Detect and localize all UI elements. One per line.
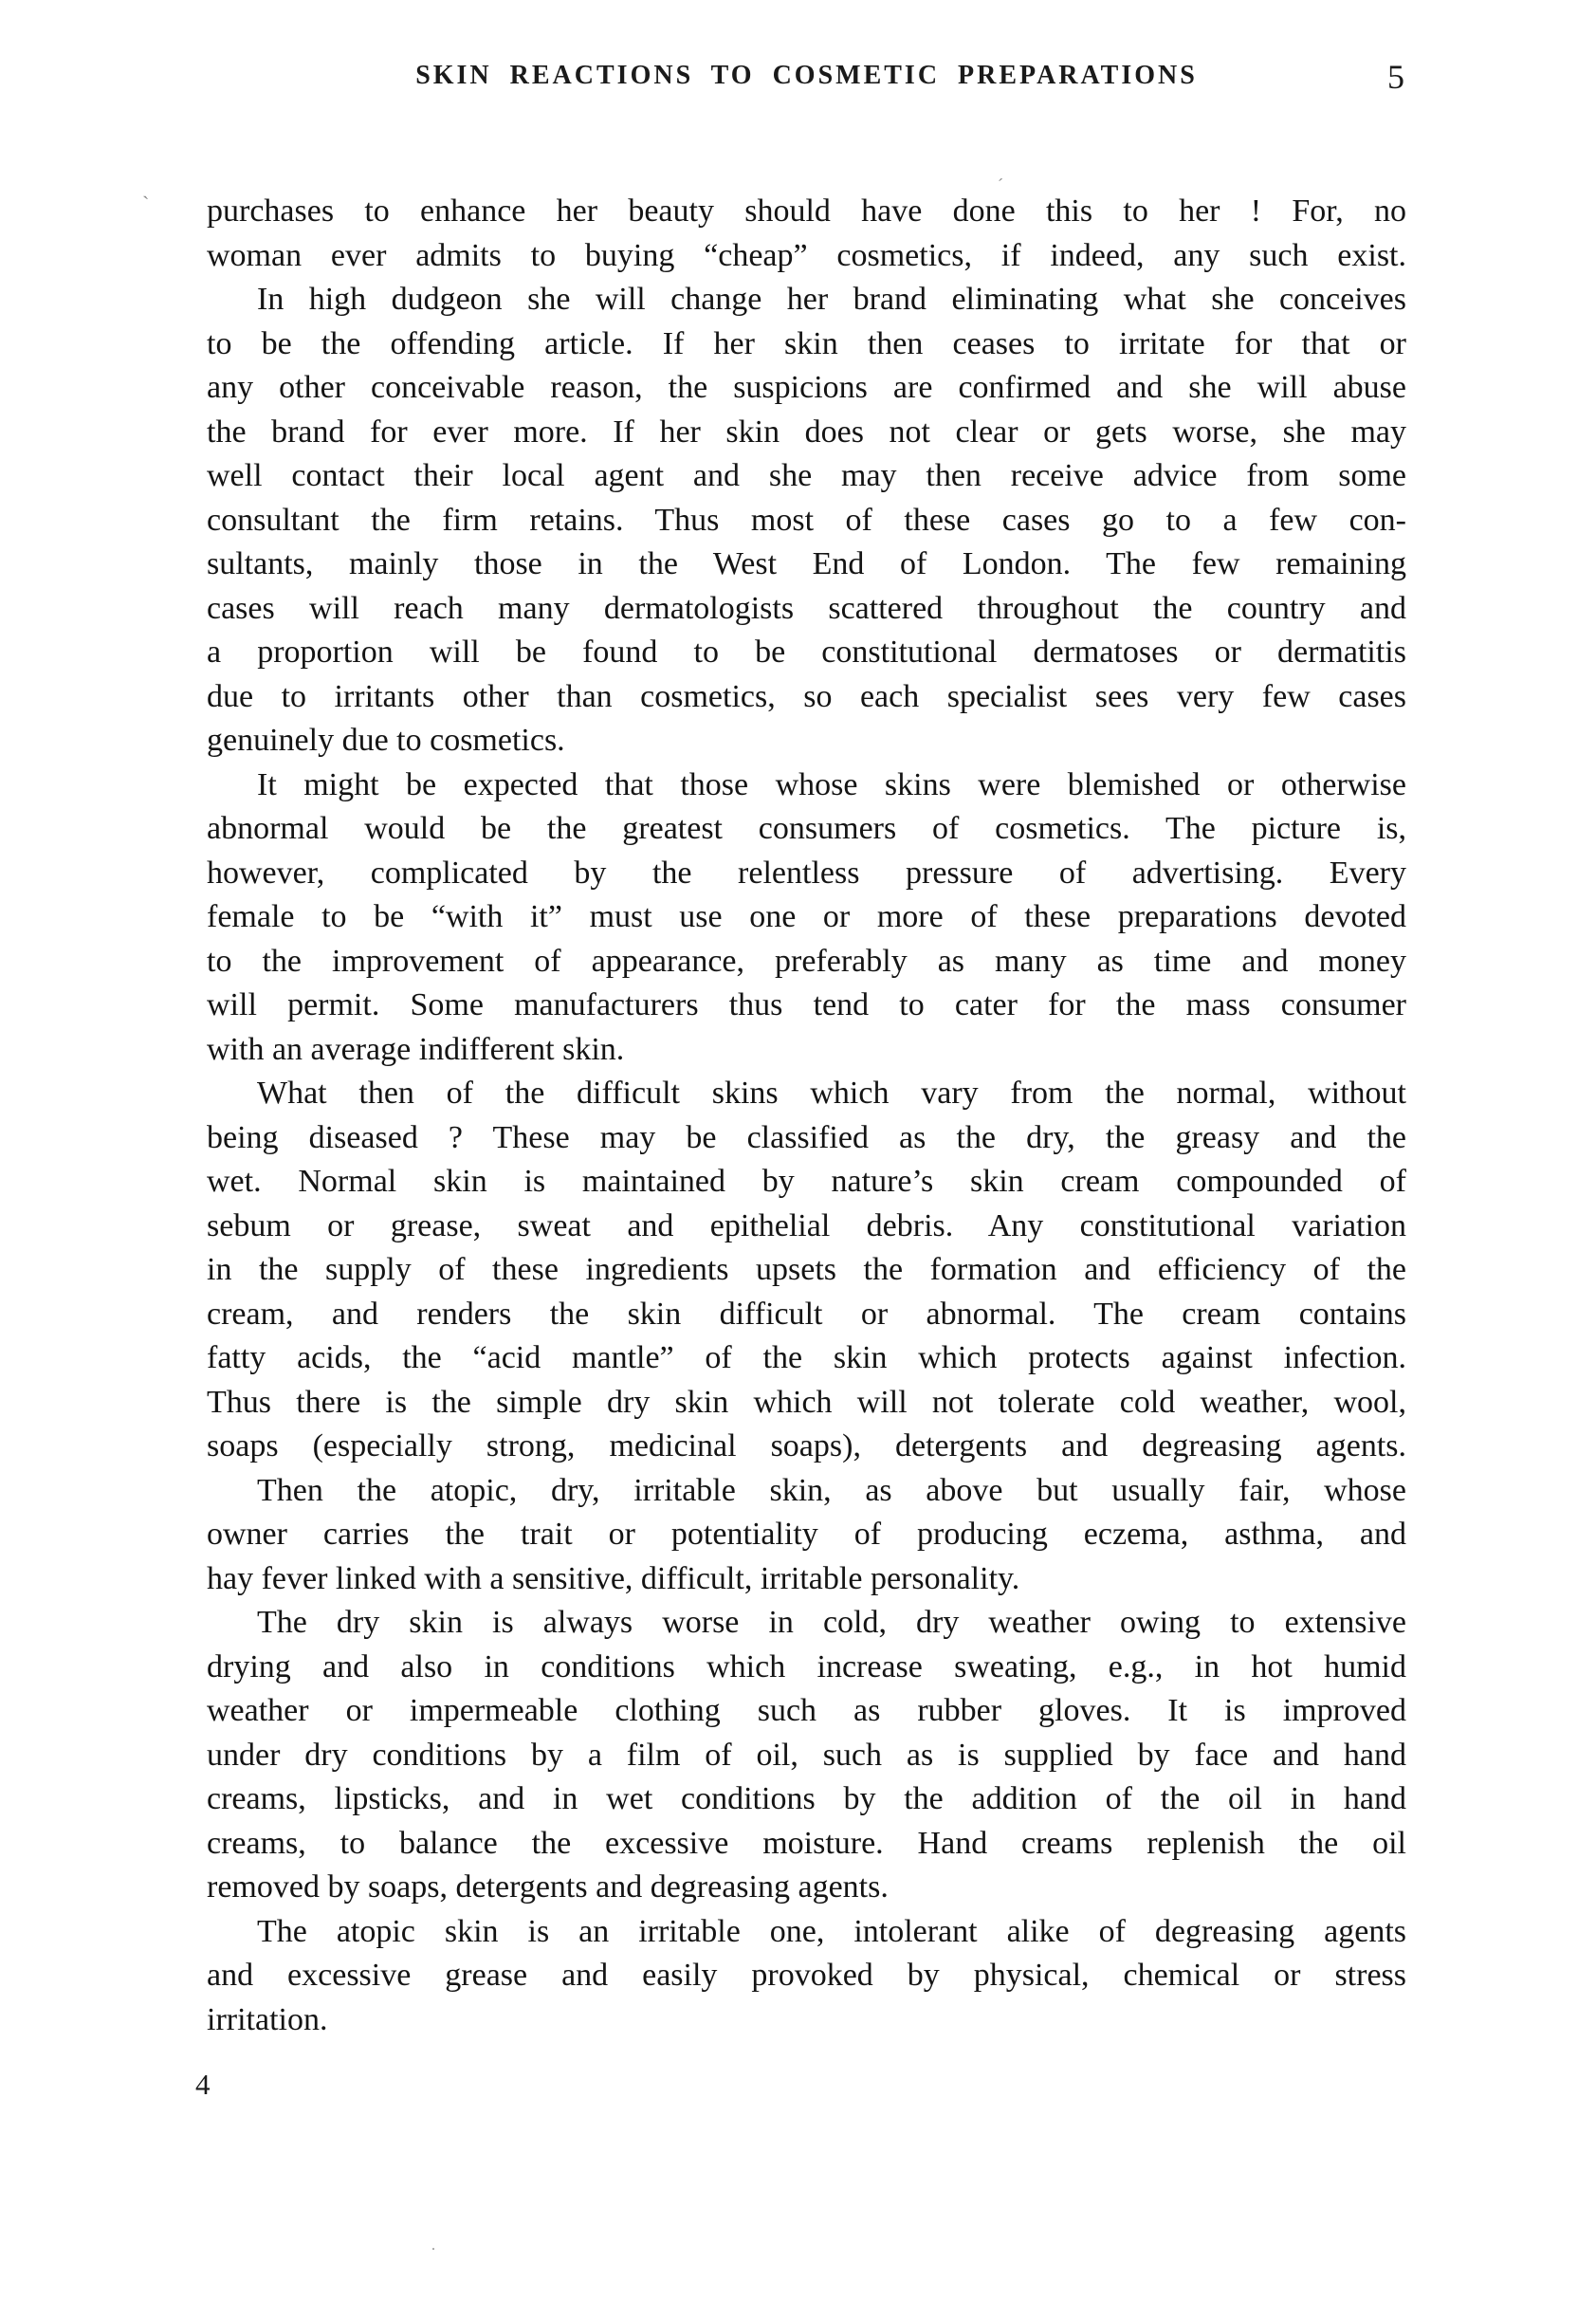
text-line: sebum or grease, sweat and epithelial debris. Any constitutional variation — [207, 1207, 1406, 1243]
text-line: cream, and renders the skin difficult or abnormal. The cream contains — [207, 1296, 1406, 1332]
text-line: any other conceivable reason, the suspicions are confirmed and she will abuse — [207, 370, 1406, 405]
text-line: It might be expected that those whose skins were blemished or otherwise — [257, 766, 1406, 802]
text-line: wet. Normal skin is maintained by nature’s skin cream compounded of — [207, 1164, 1406, 1199]
page-number: 5 — [1387, 58, 1404, 96]
text-line: to the improvement of appearance, preferably as many as time and money — [207, 943, 1406, 979]
scan-speck: ˊ — [998, 175, 1003, 194]
text-line: being diseased ? These may be classified as the dry, the greasy and the — [207, 1119, 1406, 1155]
text-line: will permit. Some manufacturers thus tend to cater for the mass consumer — [207, 987, 1406, 1022]
text-line: purchases to enhance her beauty should have done this to her ! For, no — [207, 193, 1406, 229]
text-line: in the supply of these ingredients upsets the formation and efficiency of the — [207, 1252, 1406, 1287]
text-line: under dry conditions by a film of oil, such as is supplied by face and hand — [207, 1737, 1406, 1773]
text-line: and excessive grease and easily provoked by physical, chemical or stress — [207, 1958, 1406, 1993]
text-line: however, complicated by the relentless pressure of advertising. Every — [207, 855, 1406, 891]
text-line: due to irritants other than cosmetics, so each specialist sees very few cases — [207, 678, 1406, 714]
text-line: sultants, mainly those in the West End of London. The few remaining — [207, 546, 1406, 581]
text-line: owner carries the trait or potentiality of producing eczema, asthma, and — [207, 1517, 1406, 1552]
text-line: the brand for ever more. If her skin does not clear or gets worse, she may — [207, 414, 1406, 450]
text-line: genuinely due to cosmetics. — [207, 723, 565, 758]
text-line: The atopic skin is an irritable one, intolerant alike of degreasing agents — [257, 1913, 1406, 1949]
text-line: removed by soaps, detergents and degreasing agents. — [207, 1869, 889, 1905]
scan-speck: ˋ — [142, 192, 150, 215]
body-text — [207, 190, 1406, 2042]
text-line: abnormal would be the greatest consumers of cosmetics. The picture is, — [207, 811, 1406, 846]
text-line: creams, lipsticks, and in wet conditions by the addition of the oil in hand — [207, 1781, 1406, 1816]
text-line: fatty acids, the “acid mantle” of the skin which protects against infection. — [207, 1340, 1406, 1375]
text-line: Then the atopic, dry, irritable skin, as above but usually fair, whose — [257, 1472, 1406, 1508]
text-line: drying and also in conditions which increase sweating, e.g., in hot humid — [207, 1648, 1406, 1684]
text-line: female to be “with it” must use one or more of these preparations devoted — [207, 899, 1406, 934]
scan-speck: . — [431, 2237, 435, 2254]
text-line: Thus there is the simple dry skin which will not tolerate cold weather, wool, — [207, 1384, 1406, 1420]
text-line: hay fever linked with a sensitive, difficult, irritable personality. — [207, 1560, 1020, 1596]
text-line: weather or impermeable clothing such as rubber gloves. It is improved — [207, 1693, 1406, 1728]
text-line: In high dudgeon she will change her brand eliminating what she conceives — [257, 282, 1406, 317]
text-line: well contact their local agent and she may then receive advice from some — [207, 458, 1406, 493]
text-line: a proportion will be found to be constitutional dermatoses or dermatitis — [207, 635, 1406, 670]
text-line: with an average indifferent skin. — [207, 1031, 625, 1067]
text-line: What then of the difficult skins which vary from the normal, without — [257, 1076, 1406, 1111]
text-line: creams, to balance the excessive moisture. Hand creams replenish the oil — [207, 1825, 1406, 1861]
text-line: irritation. — [207, 2001, 328, 2037]
text-line: woman ever admits to buying “cheap” cosmetics, if indeed, any such exist. — [207, 237, 1406, 273]
text-line: consultant the firm retains. Thus most of these cases go to a few con- — [207, 502, 1406, 538]
text-line: The dry skin is always worse in cold, dry weather owing to extensive — [257, 1605, 1406, 1640]
text-line: cases will reach many dermatologists scattered throughout the country and — [207, 590, 1406, 626]
page-title: SKIN REACTIONS TO COSMETIC PREPARATIONS — [415, 61, 1198, 90]
running-header — [207, 58, 1406, 99]
text-line: soaps (especially strong, medicinal soaps), detergents and degreasing agents. — [207, 1428, 1406, 1463]
text-line: to be the offending article. If her skin then ceases to irritate for that or — [207, 325, 1406, 361]
signature-mark: 4 — [195, 2068, 211, 2101]
